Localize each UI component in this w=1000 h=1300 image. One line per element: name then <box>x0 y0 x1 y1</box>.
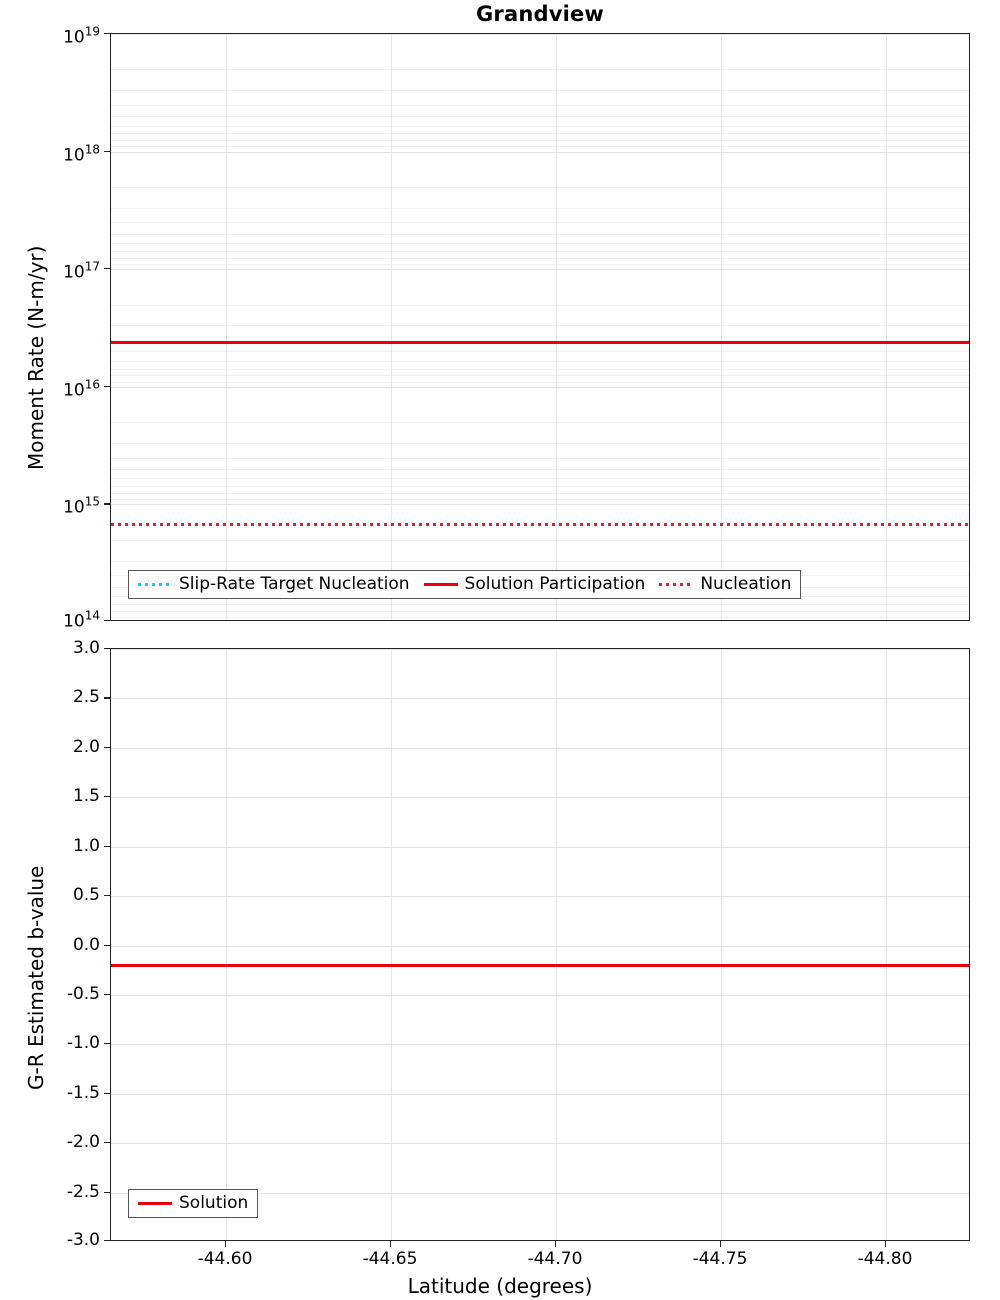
gridline-minor <box>111 264 969 265</box>
gridline-minor <box>111 382 969 383</box>
legend-moment-rate[interactable] <box>128 570 801 599</box>
ytick <box>104 1192 110 1193</box>
gridline-minor <box>111 351 969 352</box>
gridline-minor <box>111 486 969 487</box>
xtick-label: -44.70 <box>527 1249 583 1269</box>
ytick-label: 2.0 <box>72 736 100 757</box>
gridline-major <box>721 34 722 620</box>
ytick-label: -0.5 <box>66 983 100 1004</box>
gridline-minor <box>111 187 969 188</box>
ytick <box>104 33 110 34</box>
ytick-label: 0.5 <box>72 885 100 906</box>
ytick-label: $10^{17}$ <box>63 259 100 283</box>
ytick-label: 3.0 <box>72 638 100 658</box>
gridline-minor <box>111 611 969 612</box>
legend-label: Solution Participation <box>464 574 646 594</box>
gridline-minor <box>111 617 969 618</box>
xtick <box>885 1241 886 1247</box>
gridline-major <box>111 847 969 848</box>
xtick-label: -44.75 <box>692 1249 748 1269</box>
ytick-label: $10^{14}$ <box>63 608 100 632</box>
gridline-major <box>111 1044 969 1045</box>
gridline-major <box>391 34 392 620</box>
ytick <box>104 1093 110 1094</box>
gridline-minor <box>111 493 969 494</box>
gridline-minor <box>111 375 969 376</box>
gridline-major <box>556 649 557 1240</box>
ytick <box>104 1142 110 1143</box>
legend-entry-nucleation[interactable] <box>659 576 791 593</box>
gridline-major <box>111 797 969 798</box>
gridline-minor <box>111 146 969 147</box>
gridline-minor <box>111 361 969 362</box>
xtick-label: -44.65 <box>362 1249 418 1269</box>
ytick <box>104 697 110 698</box>
legend-b-value[interactable] <box>128 1189 258 1218</box>
xtick <box>390 1241 391 1247</box>
gridline-major <box>111 748 969 749</box>
gridline-major <box>111 649 969 650</box>
gridline-minor <box>111 325 969 326</box>
gridline-minor <box>111 499 969 500</box>
xtick-label: -44.60 <box>197 1249 253 1269</box>
gridline-major <box>721 649 722 1240</box>
gridline-major <box>111 152 969 153</box>
ytick-label: $10^{18}$ <box>63 142 100 165</box>
legend-label: Solution <box>179 1193 249 1213</box>
y-axis-label-bottom: G-R Estimated b-value <box>24 865 48 1090</box>
gridline-major <box>226 649 227 1240</box>
ytick-label: 1.0 <box>72 835 100 856</box>
ytick <box>104 747 110 748</box>
b-value-plot-area <box>110 648 970 1241</box>
gridline-major <box>886 649 887 1240</box>
gridline-major <box>111 896 969 897</box>
ytick <box>104 945 110 946</box>
gridline-minor <box>111 561 969 562</box>
legend-label: Nucleation <box>700 574 792 594</box>
series-nucleation <box>111 523 969 526</box>
ytick-label: 2.5 <box>72 687 100 708</box>
ytick-label: -2.5 <box>66 1181 100 1202</box>
gridline-minor <box>111 116 969 117</box>
ytick-label: -1.0 <box>66 1033 100 1054</box>
ytick <box>104 268 110 269</box>
ytick-label: $10^{19}$ <box>63 24 100 48</box>
ytick <box>104 846 110 847</box>
page-title: Grandview <box>475 2 605 26</box>
gridline-minor <box>111 305 969 306</box>
gridline-minor <box>111 243 969 244</box>
series-solution <box>111 964 969 967</box>
ytick <box>104 648 110 649</box>
gridline-minor <box>111 208 969 209</box>
gridline-minor <box>111 251 969 252</box>
xtick <box>720 1241 721 1247</box>
ytick-label: -1.5 <box>66 1082 100 1103</box>
ytick <box>104 796 110 797</box>
ytick <box>104 503 110 504</box>
gridline-major <box>111 1094 969 1095</box>
gridline-minor <box>111 443 969 444</box>
ytick <box>104 994 110 995</box>
gridline-minor <box>111 469 969 470</box>
moment-rate-plot-area <box>110 33 970 621</box>
xtick <box>555 1241 556 1247</box>
ytick-label: -2.0 <box>66 1132 100 1153</box>
legend-line-icon <box>138 583 172 586</box>
gridline-major <box>111 504 969 505</box>
ytick <box>104 620 110 621</box>
xtick <box>225 1241 226 1247</box>
ytick-label: $10^{15}$ <box>63 495 100 518</box>
legend-entry-solution[interactable] <box>138 1195 248 1212</box>
gridline-major <box>111 1143 969 1144</box>
gridline-minor <box>111 604 969 605</box>
gridline-minor <box>111 234 969 235</box>
gridline-major <box>111 946 969 947</box>
gridline-major <box>111 34 969 35</box>
legend-line-icon <box>138 1202 172 1205</box>
gridline-minor <box>111 478 969 479</box>
ytick <box>104 386 110 387</box>
ytick <box>104 895 110 896</box>
gridline-major <box>111 995 969 996</box>
legend-entry-slip-rate-target-nucleation[interactable] <box>138 576 410 593</box>
gridline-major <box>886 34 887 620</box>
gridline-major <box>111 269 969 270</box>
gridline-minor <box>111 369 969 370</box>
gridline-major <box>391 649 392 1240</box>
legend-line-icon <box>424 583 458 586</box>
x-axis-label: Latitude (degrees) <box>407 1274 593 1298</box>
y-axis-label-top: Moment Rate (N-m/yr) <box>24 245 48 470</box>
gridline-minor <box>111 422 969 423</box>
gridline-minor <box>111 222 969 223</box>
legend-entry-solution-participation[interactable] <box>424 576 646 593</box>
ytick-label: $10^{16}$ <box>63 377 100 401</box>
gridline-minor <box>111 133 969 134</box>
gridline-minor <box>111 140 969 141</box>
ytick <box>104 1240 110 1241</box>
gridline-minor <box>111 69 969 70</box>
gridline-major <box>111 698 969 699</box>
legend-label: Slip-Rate Target Nucleation <box>179 574 410 594</box>
ytick-label: 0.0 <box>72 934 100 955</box>
gridline-minor <box>111 458 969 459</box>
ytick-label: 1.5 <box>72 786 100 807</box>
gridline-minor <box>111 258 969 259</box>
gridline-minor <box>111 126 969 127</box>
ytick-label: -3.0 <box>66 1230 100 1250</box>
gridline-major <box>111 387 969 388</box>
gridline-minor <box>111 90 969 91</box>
legend-line-icon <box>659 583 693 586</box>
ytick <box>104 151 110 152</box>
gridline-major <box>226 34 227 620</box>
gridline-major <box>556 34 557 620</box>
ytick <box>104 1043 110 1044</box>
xtick-label: -44.80 <box>857 1249 913 1269</box>
gridline-minor <box>111 540 969 541</box>
series-solution-participation <box>111 341 969 344</box>
gridline-minor <box>111 105 969 106</box>
